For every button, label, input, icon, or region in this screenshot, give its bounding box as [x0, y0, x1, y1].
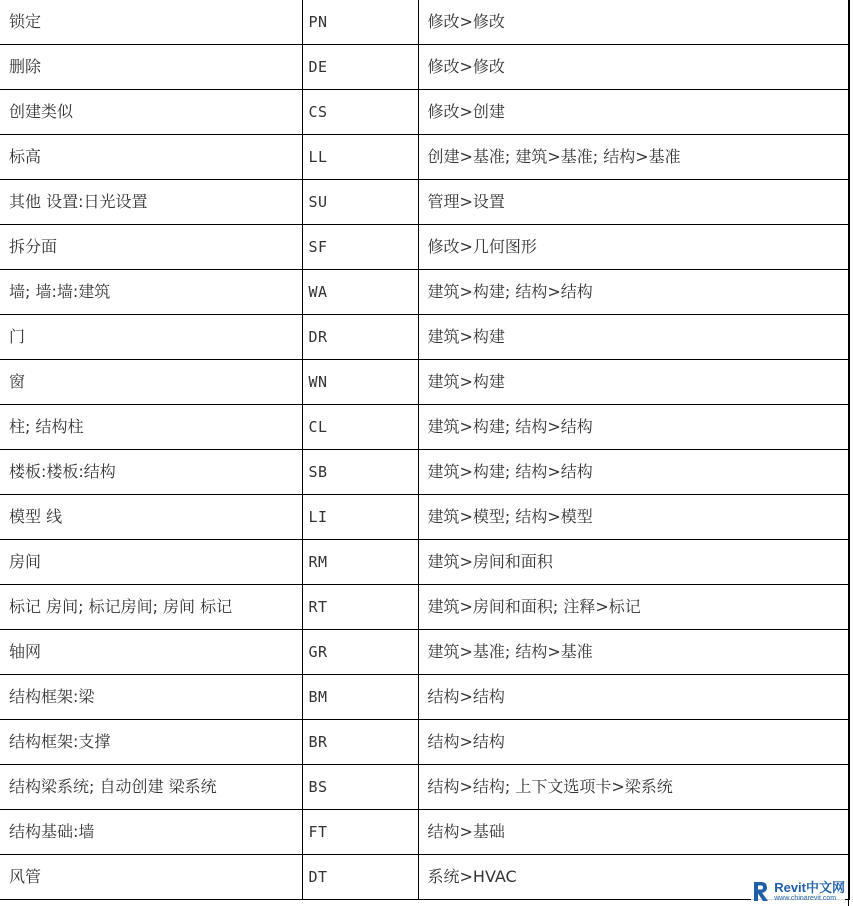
command-cell: 标高 [0, 135, 302, 180]
watermark-brand: Revit中文网 [774, 879, 845, 895]
shortcut-cell: RT [302, 585, 418, 630]
table-row [0, 675, 849, 720]
shortcut-cell: BR [302, 720, 418, 765]
location-cell: 建筑>模型; 结构>模型 [418, 495, 849, 540]
table-row [0, 270, 849, 315]
location-cell: 系统>HVAC [418, 855, 849, 900]
shortcut-cell: DE [302, 45, 418, 90]
shortcut-cell: BS [302, 765, 418, 810]
location-cell: 建筑>构建 [418, 360, 849, 405]
table-row [0, 315, 849, 360]
command-cell: 创建类似 [0, 90, 302, 135]
revit-logo-icon [751, 880, 771, 902]
shortcut-cell: FT [302, 810, 418, 855]
command-cell: 删除 [0, 45, 302, 90]
watermark-url: www.chinarevit.com [774, 894, 837, 902]
shortcut-cell: BM [302, 675, 418, 720]
table-row [0, 495, 849, 540]
table-row [0, 585, 849, 630]
table-row [0, 630, 849, 675]
location-cell: 建筑>构建 [418, 315, 849, 360]
table-row [0, 540, 849, 585]
command-cell: 结构框架:支撑 [0, 720, 302, 765]
shortcut-cell: SU [302, 180, 418, 225]
command-cell: 墙; 墙:墙:建筑 [0, 270, 302, 315]
location-cell: 修改>修改 [418, 45, 849, 90]
command-cell: 风管 [0, 855, 302, 900]
command-cell: 模型 线 [0, 495, 302, 540]
command-cell: 标记 房间; 标记房间; 房间 标记 [0, 585, 302, 630]
shortcut-cell: RM [302, 540, 418, 585]
location-cell: 建筑>基准; 结构>基准 [418, 630, 849, 675]
command-cell: 门 [0, 315, 302, 360]
shortcut-cell: SF [302, 225, 418, 270]
command-cell: 柱; 结构柱 [0, 405, 302, 450]
shortcut-cell: DT [302, 855, 418, 900]
command-cell: 结构梁系统; 自动创建 梁系统 [0, 765, 302, 810]
command-cell: 窗 [0, 360, 302, 405]
command-cell: 其他 设置:日光设置 [0, 180, 302, 225]
shortcut-cell: WA [302, 270, 418, 315]
shortcut-cell: LL [302, 135, 418, 180]
location-cell: 结构>基础 [418, 810, 849, 855]
command-cell: 锁定 [0, 0, 302, 45]
command-cell: 房间 [0, 540, 302, 585]
shortcut-cell: CL [302, 405, 418, 450]
location-cell: 结构>结构 [418, 675, 849, 720]
table-row [0, 225, 849, 270]
table-row [0, 450, 849, 495]
location-cell: 管理>设置 [418, 180, 849, 225]
table-row [0, 90, 849, 135]
command-cell: 轴网 [0, 630, 302, 675]
table-row [0, 360, 849, 405]
shortcut-cell: LI [302, 495, 418, 540]
table-row [0, 45, 849, 90]
location-cell: 结构>结构 [418, 720, 849, 765]
location-cell: 建筑>构建; 结构>结构 [418, 450, 849, 495]
shortcut-cell: GR [302, 630, 418, 675]
location-cell: 创建>基准; 建筑>基准; 结构>基准 [418, 135, 849, 180]
shortcut-cell: SB [302, 450, 418, 495]
shortcut-cell: DR [302, 315, 418, 360]
shortcut-cell: WN [302, 360, 418, 405]
shortcut-cell: PN [302, 0, 418, 45]
shortcut-cell: CS [302, 90, 418, 135]
command-cell: 结构基础:墙 [0, 810, 302, 855]
command-cell: 楼板:楼板:结构 [0, 450, 302, 495]
location-cell: 修改>修改 [418, 0, 849, 45]
table-row [0, 405, 849, 450]
table-row [0, 180, 849, 225]
table-row [0, 765, 849, 810]
location-cell: 建筑>构建; 结构>结构 [418, 270, 849, 315]
watermark [751, 880, 845, 902]
location-cell: 修改>几何图形 [418, 225, 849, 270]
location-cell: 建筑>房间和面积 [418, 540, 849, 585]
table-row [0, 720, 849, 765]
command-cell: 拆分面 [0, 225, 302, 270]
location-cell: 建筑>房间和面积; 注释>标记 [418, 585, 849, 630]
command-cell: 结构框架:梁 [0, 675, 302, 720]
location-cell: 结构>结构; 上下文选项卡>梁系统 [418, 765, 849, 810]
location-cell: 建筑>构建; 结构>结构 [418, 405, 849, 450]
table-right-border [848, 0, 849, 906]
table-row [0, 810, 849, 855]
location-cell: 修改>创建 [418, 90, 849, 135]
table-row [0, 135, 849, 180]
table-row [0, 855, 849, 900]
table-row [0, 0, 849, 45]
